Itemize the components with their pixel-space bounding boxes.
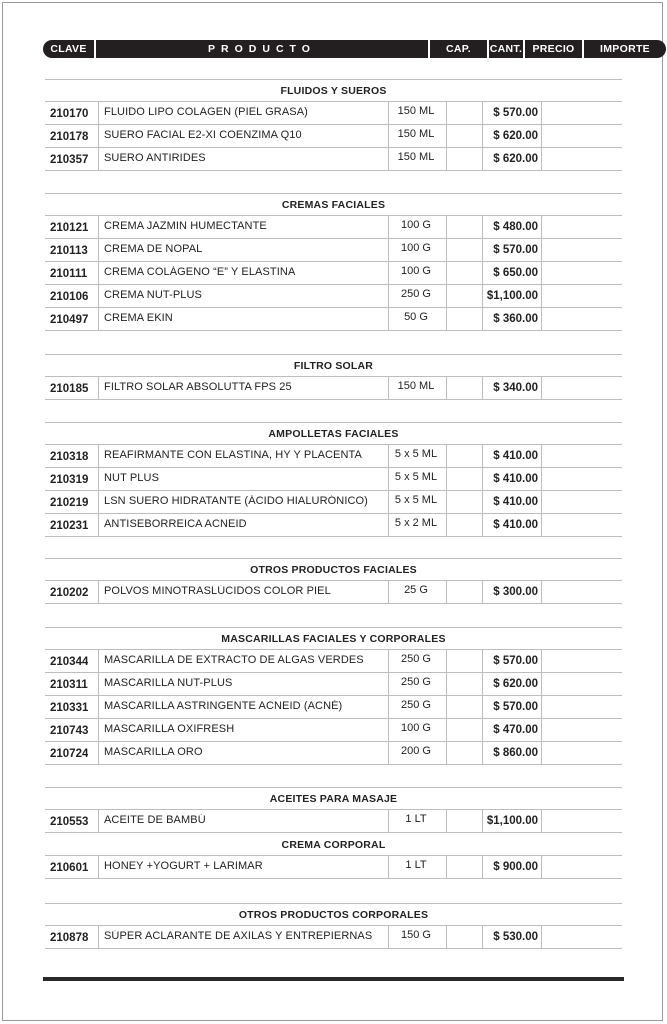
product-name: SÚPER ACLARANTE DE AXILAS Y ENTREPIERNAS	[104, 930, 373, 942]
product-price: $ 300.00	[493, 586, 538, 598]
section-top-line	[45, 903, 622, 904]
product-name: FILTRO SOLAR ABSOLUTTA FPS 25	[104, 381, 292, 393]
product-price: $ 410.00	[493, 496, 538, 508]
product-capacity: 5 x 2 ML	[394, 517, 438, 529]
table-row	[45, 809, 622, 832]
product-name: POLVOS MINOTRASLÚCIDOS COLOR PIEL	[104, 585, 331, 597]
table-row	[45, 925, 622, 948]
product-name: SUERO ANTIRIDES	[104, 152, 206, 164]
header-precio: PRECIO	[525, 40, 582, 58]
section-top-line	[45, 627, 622, 628]
product-capacity: 150 ML	[397, 380, 435, 392]
product-name: FLUIDO LIPO COLAGEN (PIEL GRASA)	[104, 106, 308, 118]
product-capacity: 100 G	[401, 265, 431, 277]
table-row	[45, 741, 622, 764]
product-capacity: 50 G	[404, 311, 428, 323]
header-cantidad: CANT.	[489, 40, 523, 58]
product-name: CREMA JAZMIN HUMECTANTE	[104, 220, 267, 232]
product-price: $1,100.00	[486, 290, 538, 302]
footer-divider	[43, 977, 624, 981]
table-row	[45, 124, 622, 147]
product-name: LSN SUERO HIDRATANTE (ÁCIDO HIALURÓNICO)	[104, 495, 368, 507]
row-line	[45, 832, 622, 833]
product-name: SUERO FACIAL E2-XI COENZIMA Q10	[104, 129, 302, 141]
product-price: $ 620.00	[493, 153, 538, 165]
product-code: 210743	[50, 725, 89, 737]
product-code: 210178	[50, 131, 89, 143]
product-capacity: 200 G	[401, 745, 431, 757]
header-producto: PRODUCTO	[96, 40, 428, 58]
table-row	[45, 467, 622, 490]
section-title: OTROS PRODUCTOS FACIALES	[250, 564, 417, 576]
product-name: CREMA EKIN	[104, 312, 173, 324]
product-capacity: 150 ML	[397, 128, 435, 140]
table-row	[45, 672, 622, 695]
product-code: 210170	[50, 108, 89, 120]
product-code: 210202	[50, 587, 89, 599]
product-name: CREMA DE NOPAL	[104, 243, 203, 255]
product-price: $1,100.00	[486, 815, 538, 827]
row-line	[45, 170, 622, 171]
section-title: MASCARILLAS FACIALES Y CORPORALES	[221, 633, 446, 645]
table-row	[45, 376, 622, 399]
product-price: $ 570.00	[493, 107, 538, 119]
product-name: MASCARILLA NUT-PLUS	[104, 677, 233, 689]
table-row	[45, 855, 622, 878]
product-code: 210497	[50, 314, 89, 326]
section-title: ACEITES PARA MASAJE	[269, 793, 398, 805]
product-price: $ 360.00	[493, 313, 538, 325]
product-name: CREMA NUT-PLUS	[104, 289, 202, 301]
table-row	[45, 147, 622, 170]
table-header	[43, 40, 650, 58]
table-row	[45, 649, 622, 672]
table-row	[45, 284, 622, 307]
product-name: MASCARILLA OXIFRESH	[104, 723, 235, 735]
product-name: REAFIRMANTE CON ELASTINA, HY Y PLACENTA	[104, 449, 362, 461]
product-capacity: 1 LT	[405, 859, 427, 871]
product-capacity: 100 G	[401, 242, 431, 254]
product-name: MASCARILLA ORO	[104, 746, 203, 758]
product-capacity: 5 x 5 ML	[394, 494, 438, 506]
product-capacity: 250 G	[401, 653, 431, 665]
header-clave: CLAVE	[43, 40, 94, 58]
section-title: AMPOLLETAS FACIALES	[268, 428, 399, 440]
product-code: 210113	[50, 245, 88, 257]
product-capacity: 150 G	[401, 929, 431, 941]
table-row	[45, 215, 622, 238]
table-row	[45, 101, 622, 124]
section-title: CREMA CORPORAL	[281, 839, 386, 851]
table-row	[45, 490, 622, 513]
section-top-line	[45, 787, 622, 788]
product-code: 210331	[50, 702, 89, 714]
product-code: 210724	[50, 748, 89, 760]
product-code: 210553	[50, 816, 89, 828]
table-row	[45, 307, 622, 330]
row-line	[45, 536, 622, 537]
product-code: 210111	[50, 268, 88, 280]
header-capacidad: CAP.	[430, 40, 487, 58]
product-name: HONEY +YOGURT + LARIMAR	[104, 860, 263, 872]
section-top-line	[45, 558, 622, 559]
product-price: $ 340.00	[493, 382, 538, 394]
product-price: $ 470.00	[493, 724, 538, 736]
product-capacity: 25 G	[404, 584, 428, 596]
product-capacity: 250 G	[401, 288, 431, 300]
product-name: ACEITE DE BAMBÚ	[104, 814, 206, 826]
product-code: 210601	[50, 862, 89, 874]
row-line	[45, 330, 622, 331]
product-capacity: 150 ML	[397, 105, 435, 117]
product-price: $ 620.00	[493, 130, 538, 142]
product-name: NUT PLUS	[104, 472, 159, 484]
table-row	[45, 695, 622, 718]
product-code: 210344	[50, 656, 89, 668]
section-title: FLUIDOS Y SUEROS	[280, 85, 387, 97]
section-title: CREMAS FACIALES	[281, 199, 386, 211]
product-code: 210185	[50, 383, 89, 395]
product-code: 210878	[50, 932, 89, 944]
product-price: $ 650.00	[493, 267, 538, 279]
product-code: 210357	[50, 154, 89, 166]
row-line	[45, 764, 622, 765]
product-capacity: 5 x 5 ML	[394, 471, 438, 483]
section-title: FILTRO SOLAR	[293, 360, 374, 372]
product-capacity: 5 x 5 ML	[394, 448, 438, 460]
table-row	[45, 718, 622, 741]
row-line	[45, 878, 622, 879]
table-row	[45, 580, 622, 603]
product-capacity: 250 G	[401, 699, 431, 711]
product-price: $ 410.00	[493, 473, 538, 485]
product-price: $ 480.00	[493, 221, 538, 233]
product-code: 210318	[50, 451, 89, 463]
product-code: 210311	[50, 679, 88, 691]
section-top-line	[45, 79, 622, 80]
product-price: $ 570.00	[493, 244, 538, 256]
section-title: OTROS PRODUCTOS CORPORALES	[238, 909, 429, 921]
product-code: 210106	[50, 291, 89, 303]
product-capacity: 100 G	[401, 722, 431, 734]
product-code: 210319	[50, 474, 89, 486]
header-importe: IMPORTE	[584, 40, 666, 58]
table-row	[45, 444, 622, 467]
product-price: $ 900.00	[493, 861, 538, 873]
row-line	[45, 948, 622, 949]
product-name: MASCARILLA ASTRINGENTE ACNEID (ACNÉ)	[104, 700, 343, 712]
product-price: $ 410.00	[493, 519, 538, 531]
product-price: $ 860.00	[493, 747, 538, 759]
table-row	[45, 261, 622, 284]
product-code: 210231	[50, 520, 89, 532]
section-top-line	[45, 354, 622, 355]
product-capacity: 1 LT	[405, 813, 427, 825]
row-line	[45, 603, 622, 604]
product-price: $ 620.00	[493, 678, 538, 690]
product-price: $ 530.00	[493, 931, 538, 943]
product-capacity: 250 G	[401, 676, 431, 688]
product-price: $ 570.00	[493, 701, 538, 713]
product-price: $ 570.00	[493, 655, 538, 667]
section-top-line	[45, 422, 622, 423]
product-name: CREMA COLÁGENO “E” Y ELASTINA	[104, 266, 296, 278]
product-capacity: 150 ML	[397, 151, 435, 163]
table-row	[45, 513, 622, 536]
product-capacity: 100 G	[401, 219, 431, 231]
product-price: $ 410.00	[493, 450, 538, 462]
product-code: 210121	[50, 222, 89, 234]
section-top-line	[45, 193, 622, 194]
product-name: ANTISEBORREICA ACNEID	[104, 518, 247, 530]
product-code: 210219	[50, 497, 89, 509]
table-row	[45, 238, 622, 261]
product-name: MASCARILLA DE EXTRACTO DE ALGAS VERDES	[104, 654, 364, 666]
row-line	[45, 399, 622, 400]
